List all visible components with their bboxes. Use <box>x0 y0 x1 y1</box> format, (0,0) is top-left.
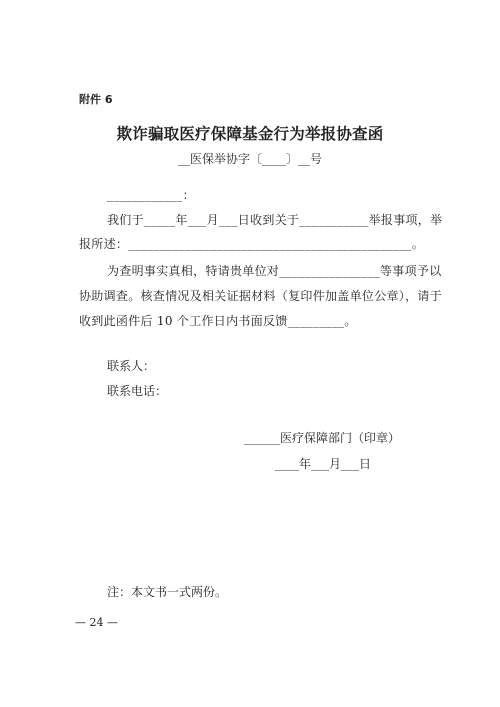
page-number: — 24 — <box>75 616 118 629</box>
attachment-label: 附件 6 <box>79 93 113 106</box>
document-title: 欺诈骗取医疗保障基金行为举报协查函 <box>116 125 384 143</box>
recipient-line: ____________： <box>107 188 195 202</box>
paragraph-1-line-1: 我们于_____年___月___日收到关于___________举报事项，举 <box>107 213 443 227</box>
footnote: 注：本文书一式两份。 <box>107 585 228 599</box>
paragraph-2-line-2: 协助调查。核查情况及相关证据材料（复印件加盖单位公章），请于 <box>79 289 443 303</box>
signature-department: ______医疗保障部门（印章） <box>244 431 401 445</box>
paragraph-2-line-1: 为查明事实真相，特请贵单位对________________等事项予以 <box>107 264 442 278</box>
paragraph-2-line-3: 收到此函件后 10 个工作日内书面反馈_________。 <box>79 314 357 328</box>
document-number: __医保举协字〔____〕__号 <box>177 152 322 166</box>
contact-person-label: 联系人： <box>107 359 156 373</box>
paragraph-1-line-2: 报所述：_____________________________________________。 <box>79 237 424 251</box>
signature-date: ____年___月___日 <box>275 457 372 471</box>
contact-phone-label: 联系电话： <box>107 384 168 398</box>
